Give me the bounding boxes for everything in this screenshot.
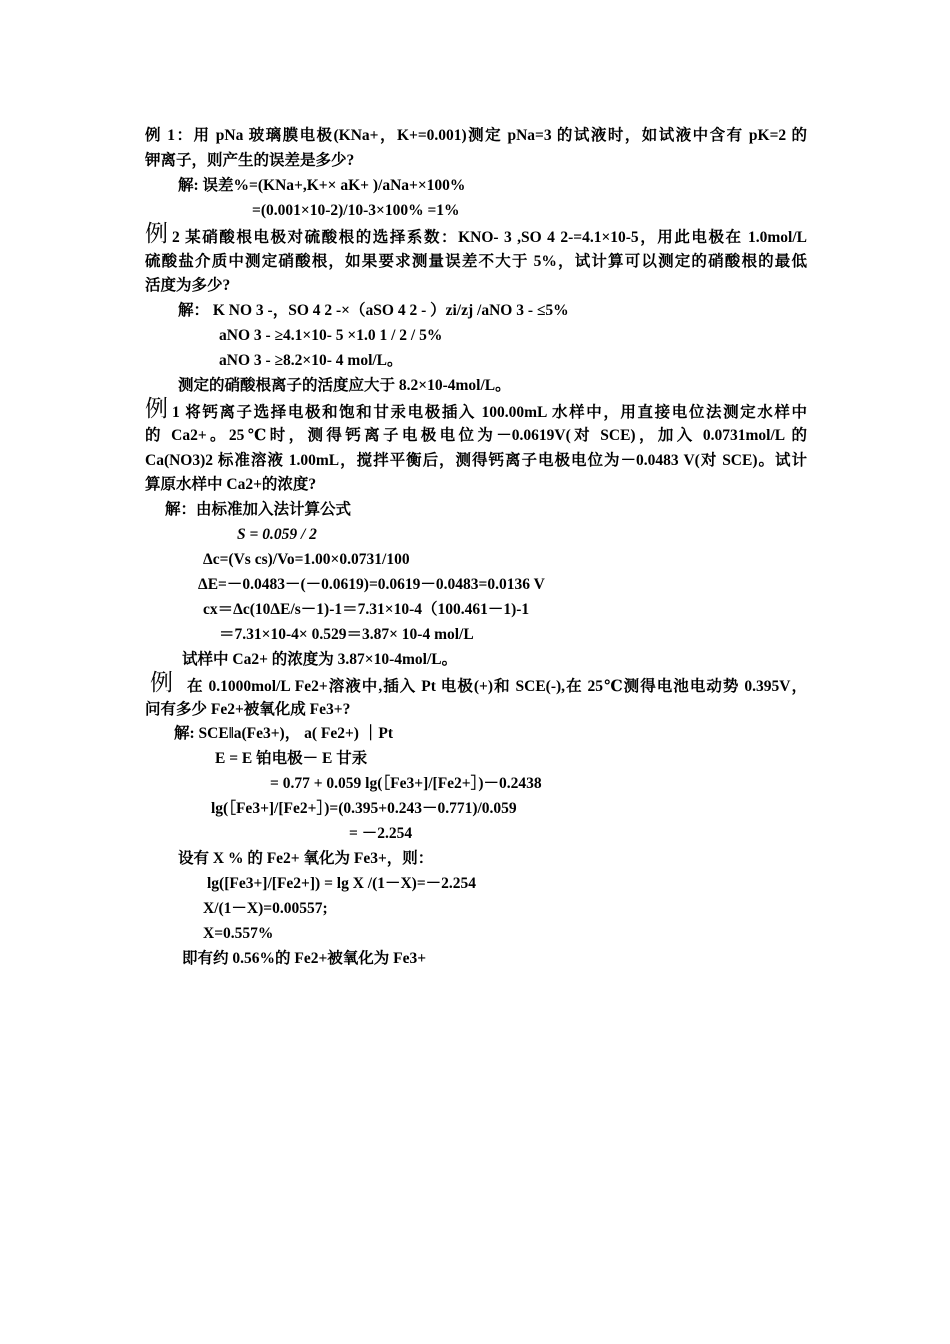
ex4-formula-lg-value: = －2.254 — [349, 825, 413, 842]
ex1-question-line-1: 例 1：用 pNa 玻璃膜电极(KNa+，K+=0.001)测定 pNa=3 的试液时，如试液中含有 pK=2 的 — [145, 127, 807, 144]
ex4-formula-x-ratio: X/(1－X)=0.00557; — [203, 900, 328, 917]
ex4-cell-notation: 解: SCE‖a(Fe3+)， a( Fe2+) ｜Pt — [174, 725, 393, 742]
ex2-question-line-2: 硫酸盐介质中测定硝酸根，如果要求测量误差不大于 5%，试计算可以测定的硝酸根的最低 — [145, 253, 807, 270]
ex3-conclusion: 试样中 Ca2+ 的浓度为 3.87×10-4mol/L。 — [182, 651, 458, 668]
ex4-question-line-2: 问有多少 Fe2+被氧化成 Fe3+? — [145, 701, 351, 718]
ex4-formula-x-value: X=0.557% — [203, 925, 274, 942]
ex4-formula-emf: E = E 铂电极－ E 甘汞 — [215, 750, 368, 767]
ex3-solution-heading: 解：由标准加入法计算公式 — [165, 501, 352, 518]
ex3-example-mark: 例 — [145, 396, 168, 421]
ex4-formula-lg-x: lg([Fe3+]/[Fe2+]) = lg X /(1－X)=－2.254 — [207, 875, 477, 892]
ex3-formula-delta-c: Δc=(Vs cs)/Vo=1.00×0.0731/100 — [203, 551, 410, 568]
ex1-solution-line-2: =(0.001×10-2)/10-3×100% =1% — [252, 202, 460, 219]
ex3-formula-cx: cx＝Δc(10ΔE/s－1)-1＝7.31×10-4（100.461－1)-1 — [203, 601, 530, 618]
ex4-question-line-1: 在 0.1000mol/L Fe2+溶液中,插入 Pt 电极(+)和 SCE(-),在 25℃测得电池电动势 0.395V， — [187, 678, 807, 695]
ex3-formula-slope: S = 0.059 / 2 — [237, 526, 317, 543]
ex3-question-line-4: 算原水样中 Ca2+的浓度? — [145, 476, 317, 493]
ex3-question-line-1: 1 将钙离子选择电极和饱和甘汞电极插入 100.00mL 水样中，用直接电位法测定水样中 — [172, 404, 807, 421]
ex2-solution-line-1: 解： K NO 3 -，SO 4 2 -×（aSO 4 2 - ）zi/zj /aNO 3 - ≤5% — [178, 302, 569, 319]
ex1-solution-line-1: 解: 误差%=(KNa+,K+× aK+ )/aNa+×100% — [178, 177, 466, 194]
ex2-solution-line-3: aNO 3 - ≥8.2×10- 4 mol/L。 — [219, 352, 403, 369]
ex4-example-mark: 例 — [150, 670, 173, 695]
ex3-formula-delta-e: ΔE=－0.0483－(－0.0619)=0.0619－0.0483=0.0136 V — [198, 576, 545, 593]
ex1-question-line-2: 钾离子，则产生的误差是多少? — [145, 152, 355, 169]
ex2-question-line-3: 活度为多少? — [145, 277, 231, 294]
ex4-assumption: 设有 X % 的 Fe2+ 氧化为 Fe3+，则： — [178, 850, 434, 867]
ex4-conclusion: 即有约 0.56%的 Fe2+被氧化为 Fe3+ — [182, 950, 427, 967]
ex3-formula-result: ＝7.31×10-4× 0.529＝3.87× 10-4 mol/L — [219, 626, 474, 643]
ex2-conclusion: 测定的硝酸根离子的活度应大于 8.2×10-4mol/L。 — [178, 377, 511, 394]
ex3-question-line-2: 的 Ca2+。25℃时，测得钙离子电极电位为－0.0619V(对 SCE)，加入 0.0731mol/L 的 — [145, 427, 807, 444]
ex2-example-mark: 例 — [145, 221, 168, 246]
ex4-formula-emf-expanded: = 0.77 + 0.059 lg(［Fe3+]/[Fe2+］)－0.2438 — [270, 775, 542, 792]
ex2-solution-line-2: aNO 3 - ≥4.1×10- 5 ×1.0 1 / 2 / 5% — [219, 327, 443, 344]
ex4-formula-lg-ratio: lg(［Fe3+]/[Fe2+］)=(0.395+0.243－0.771)/0.059 — [211, 800, 517, 817]
ex2-question-line-1: 2 某硝酸根电极对硫酸根的选择系数：KNO- 3 ,SO 4 2-=4.1×10-5，用此电极在 1.0mol/L — [172, 229, 807, 246]
ex3-question-line-3: Ca(NO3)2 标准溶液 1.00mL，搅拌平衡后，测得钙离子电极电位为－0.0483 V(对 SCE)。试计 — [145, 452, 807, 469]
